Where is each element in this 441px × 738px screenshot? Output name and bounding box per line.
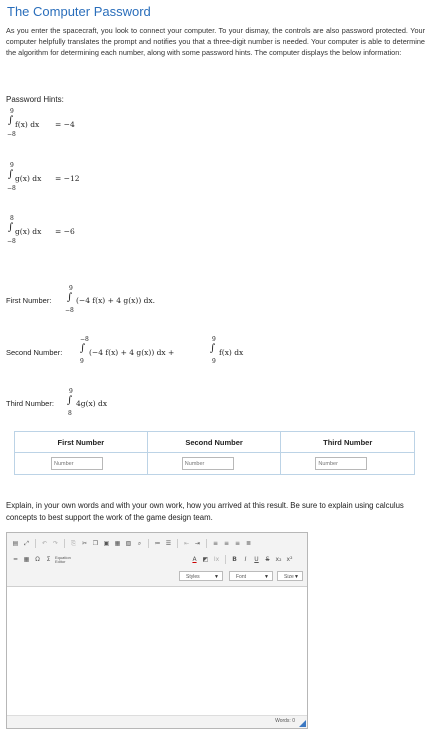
third-number-upper: 9	[69, 388, 73, 395]
maximize-icon[interactable]: ⤢	[24, 540, 29, 547]
toolbar-row-1	[11, 538, 253, 549]
hint-2-lower: −8	[7, 185, 16, 192]
cut-icon[interactable]: ✂	[81, 540, 88, 547]
header-first-number: First Number	[15, 432, 148, 453]
integral-sign: ∫	[210, 343, 216, 354]
header-third-number: Third Number	[281, 432, 415, 453]
hint-3-upper: 8	[10, 215, 14, 222]
table-icon[interactable]: ▦	[23, 556, 30, 563]
third-number-lower: 8	[68, 410, 72, 417]
styles-select[interactable]	[179, 571, 223, 581]
align-justify-icon[interactable]: ≣	[245, 540, 252, 547]
first-number-label: First Number:	[6, 296, 52, 305]
special-char-icon[interactable]: Ω	[35, 556, 40, 563]
toolbar-divider	[64, 539, 65, 548]
second-number-lower-2: 9	[212, 358, 216, 365]
third-number-expr: 4g(x) dx	[76, 399, 108, 408]
editor-status-bar	[7, 715, 307, 728]
remove-format-icon[interactable]: Ix	[213, 556, 220, 563]
toolbar-row-2	[11, 554, 294, 565]
hint-2-result: = −12	[55, 174, 80, 183]
font-select[interactable]	[229, 571, 273, 581]
second-number-label: Second Number:	[6, 348, 63, 357]
explain-prompt: Explain, in your own words and with your own work, how you arrived at this result. Be sure to explain using calculus concepts to best support the work of the game design team.	[6, 501, 404, 522]
intro-paragraph: As you enter the spacecraft, you look to connect your computer. To your dismay, the controls are also password protected. Your computer helpfully translates the prompt and notifies you that a three-digit number is needed. Your computer is able to determine the algorithm for determining each number, along with some password hints. The computer displays the below information:	[6, 26, 425, 57]
second-number-lower-1: 9	[80, 358, 84, 365]
paste-word-icon[interactable]: ▧	[125, 540, 132, 547]
integral-sign: ∫	[80, 343, 86, 354]
integral-sign: ∫	[67, 292, 73, 303]
third-number-input[interactable]	[315, 457, 367, 470]
italic-button[interactable]: I	[244, 556, 247, 563]
second-number-input[interactable]	[182, 457, 234, 470]
word-count: Words: 0	[275, 718, 295, 724]
rich-text-editor	[6, 532, 308, 729]
hint-1-upper: 9	[10, 108, 14, 115]
first-number-expr: (−4 f(x) + 4 g(x)) dx.	[76, 296, 156, 305]
font-label: Font	[236, 574, 247, 580]
integral-sign: ∫	[67, 395, 73, 406]
toolbar-divider	[225, 555, 226, 564]
paste-text-icon[interactable]: ▦	[114, 540, 121, 547]
third-number-label: Third Number:	[6, 399, 54, 408]
editor-toolbar	[7, 533, 307, 587]
find-icon[interactable]: ⌕	[137, 540, 142, 547]
toolbar-divider	[206, 539, 207, 548]
subscript-icon[interactable]: x₂	[275, 556, 282, 563]
cell-second-number	[147, 453, 281, 475]
toolbar-divider	[148, 539, 149, 548]
header-second-number: Second Number	[147, 432, 281, 453]
paste-icon[interactable]: ▣	[103, 540, 110, 547]
first-number-lower: −8	[65, 307, 74, 314]
numbered-list-icon[interactable]: ≔	[154, 540, 161, 547]
bold-button[interactable]: B	[232, 556, 237, 563]
hint-1-result: = −4	[55, 120, 75, 129]
editor-text-area[interactable]	[7, 587, 307, 715]
integral-sign: ∫	[8, 169, 14, 180]
page-title: The Computer Password	[7, 4, 151, 19]
size-select[interactable]	[277, 571, 303, 581]
first-number-input[interactable]	[51, 457, 103, 470]
bg-color-icon[interactable]: ◩	[202, 556, 209, 563]
cell-first-number	[15, 453, 148, 475]
underline-button[interactable]: U	[254, 556, 259, 563]
redo-icon[interactable]: ↷	[52, 540, 59, 547]
styles-label: Styles	[186, 574, 200, 580]
sigma-icon[interactable]: Σ	[46, 556, 51, 563]
hint-3-result: = −6	[55, 227, 75, 236]
hint-1-lower: −8	[7, 131, 16, 138]
horizontal-line-icon[interactable]: ━	[13, 556, 18, 563]
second-number-expr-2: f(x) dx	[219, 348, 244, 357]
resize-handle[interactable]	[299, 720, 306, 727]
align-right-icon[interactable]: ≡	[234, 540, 241, 547]
bulleted-list-icon[interactable]: ☰	[165, 540, 172, 547]
superscript-icon[interactable]: x²	[286, 556, 293, 563]
second-number-upper-2: 9	[212, 336, 216, 343]
hint-2-upper: 9	[10, 162, 14, 169]
cell-third-number	[281, 453, 415, 475]
integral-sign: ∫	[8, 115, 14, 126]
undo-icon[interactable]: ↶	[41, 540, 48, 547]
align-left-icon[interactable]: ≡	[212, 540, 219, 547]
outdent-icon[interactable]: ⇤	[183, 540, 190, 547]
integral-sign: ∫	[8, 222, 14, 233]
hint-2-integrand: g(x) dx	[15, 174, 42, 183]
hint-1-integrand: f(x) dx	[15, 120, 40, 129]
equation-editor-button[interactable]: Equation Editor	[55, 554, 71, 564]
align-center-icon[interactable]: ≡	[223, 540, 230, 547]
hint-3-lower: −8	[7, 238, 16, 245]
strikethrough-button[interactable]: S	[265, 556, 270, 563]
toolbar-divider	[35, 539, 36, 548]
hint-3-integrand: g(x) dx	[15, 227, 42, 236]
chevron-down-icon: ▼	[264, 574, 269, 580]
copy-format-icon[interactable]: ⎘	[71, 540, 76, 547]
first-number-upper: 9	[69, 285, 73, 292]
chevron-down-icon: ▼	[214, 574, 219, 580]
copy-icon[interactable]: ❐	[92, 540, 99, 547]
size-label: Size	[284, 574, 294, 580]
hints-label: Password Hints:	[6, 95, 64, 104]
answers-table	[14, 431, 415, 475]
toolbar-divider	[177, 539, 178, 548]
indent-icon[interactable]: ⇥	[194, 540, 201, 547]
second-number-upper-1: −8	[80, 336, 89, 343]
source-icon[interactable]: ▤	[12, 540, 19, 547]
text-color-icon[interactable]: A	[192, 556, 197, 563]
second-number-expr-1: (−4 f(x) + 4 g(x)) dx +	[89, 348, 175, 357]
chevron-down-icon: ▼	[294, 574, 299, 580]
